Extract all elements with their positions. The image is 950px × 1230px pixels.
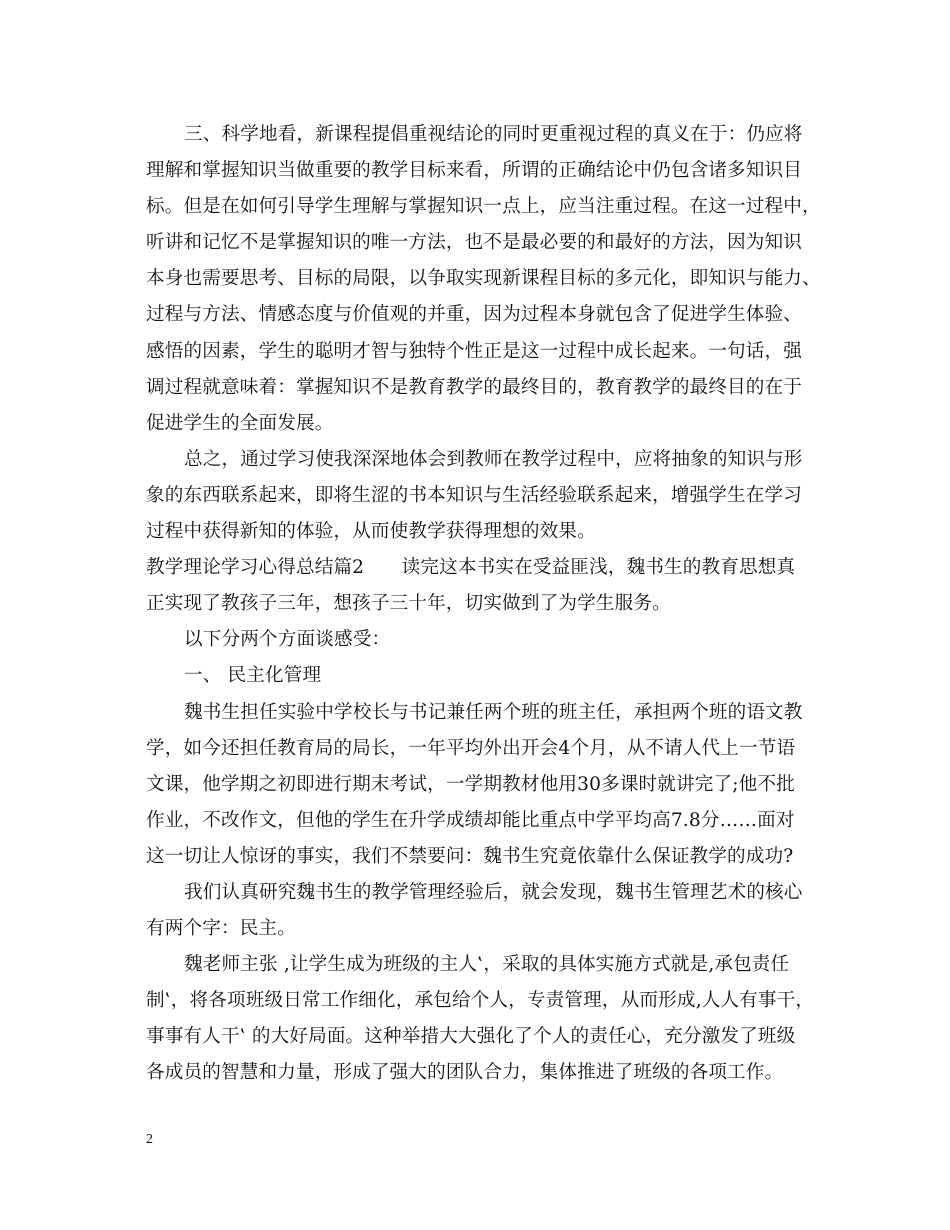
text-line: 促进学生的全面发展。 bbox=[146, 412, 334, 434]
text-line: 三、科学地看，新课程提倡重视结论的同时更重视过程的真义在于：仍应将 bbox=[184, 124, 803, 145]
text-line: 调过程就意味着：掌握知识不是教育教学的最终目的，教育教学的最终目的在于 bbox=[146, 376, 803, 398]
text-line: 正实现了教孩子三年，想孩子三十年，切实做到了为学生服务。 bbox=[146, 593, 671, 615]
text-line: 过程与方法、情感态度与价值观的并重，因为过程本身就包含了促进学生体验、 bbox=[146, 304, 803, 326]
text-line: 标。但是在如何引导学生理解与掌握知识一点上，应当注重过程。在这一过程中， bbox=[146, 196, 821, 218]
text-line: 教学理论学习心得总结篇2 读完这本书实在受益匪浅，魏书生的教育思想真 bbox=[146, 557, 796, 579]
text-line: 这一切让人惊讶的事实，我们不禁要问：魏书生究竟依靠什么保证教学的成功? bbox=[146, 845, 794, 867]
text-line: 作业，不改作文，但他的学生在升学成绩却能比重点中学平均高7.8分……面对 bbox=[146, 809, 795, 831]
text-line: 文课，他学期之初即进行期末考试，一学期教材他用30多课时就讲完了;他不批 bbox=[146, 773, 795, 795]
text-line: 总之，通过学习使我深深地体会到教师在教学过程中，应将抽象的知识与形 bbox=[184, 448, 803, 470]
text-line: 我们认真研究魏书生的教学管理经验后，就会发现，魏书生管理艺术的核心 bbox=[184, 881, 803, 903]
text-line: 魏老师主张 ‚让学生成为班级的主人‛，采取的具体实施方式就是‚承包责任 bbox=[184, 954, 790, 976]
text-line: 学，如今还担任教育局的局长，一年平均外出开会4个月，从不请人代上一节语 bbox=[146, 737, 796, 759]
body-text bbox=[146, 117, 821, 1092]
text-line: 一、 民主化管理 bbox=[184, 665, 322, 687]
text-line: 魏书生担任实验中学校长与书记兼任两个班的班主任，承担两个班的语文教 bbox=[184, 701, 803, 723]
text-line: 有两个字：民主。 bbox=[146, 918, 296, 940]
text-line: 事事有人干‛ 的大好局面。这种举措大大强化了个人的责任心，充分激发了班级 bbox=[146, 1026, 796, 1048]
text-line: 以下分两个方面谈感受： bbox=[184, 629, 391, 651]
text-line: 制‛，将各项班级日常工作细化，承包给个人，专责管理，从而形成‚人人有事干， bbox=[146, 990, 815, 1012]
text-line: 过程中获得新知的体验，从而使教学获得理想的效果。 bbox=[146, 521, 596, 543]
text-line: 理解和掌握知识当做重要的教学目标来看，所谓的正确结论中仍包含诸多知识目 bbox=[146, 160, 803, 182]
page-number: 2 bbox=[146, 1132, 153, 1147]
text-line: 各成员的智慧和力量，形成了强大的团队合力，集体推进了班级的各项工作。 bbox=[146, 1062, 784, 1084]
text-line: 听讲和记忆不是掌握知识的唯一方法，也不是最必要的和最好的方法，因为知识 bbox=[146, 232, 803, 254]
text-line: 感悟的因素，学生的聪明才智与独特个性正是这一过程中成长起来。一句话，强 bbox=[146, 340, 803, 362]
text-line: 本身也需要思考、目标的局限，以争取实现新课程目标的多元化，即知识与能力、 bbox=[146, 268, 821, 290]
text-line: 象的东西联系起来，即将生涩的书本知识与生活经验联系起来，增强学生在学习 bbox=[146, 484, 803, 506]
